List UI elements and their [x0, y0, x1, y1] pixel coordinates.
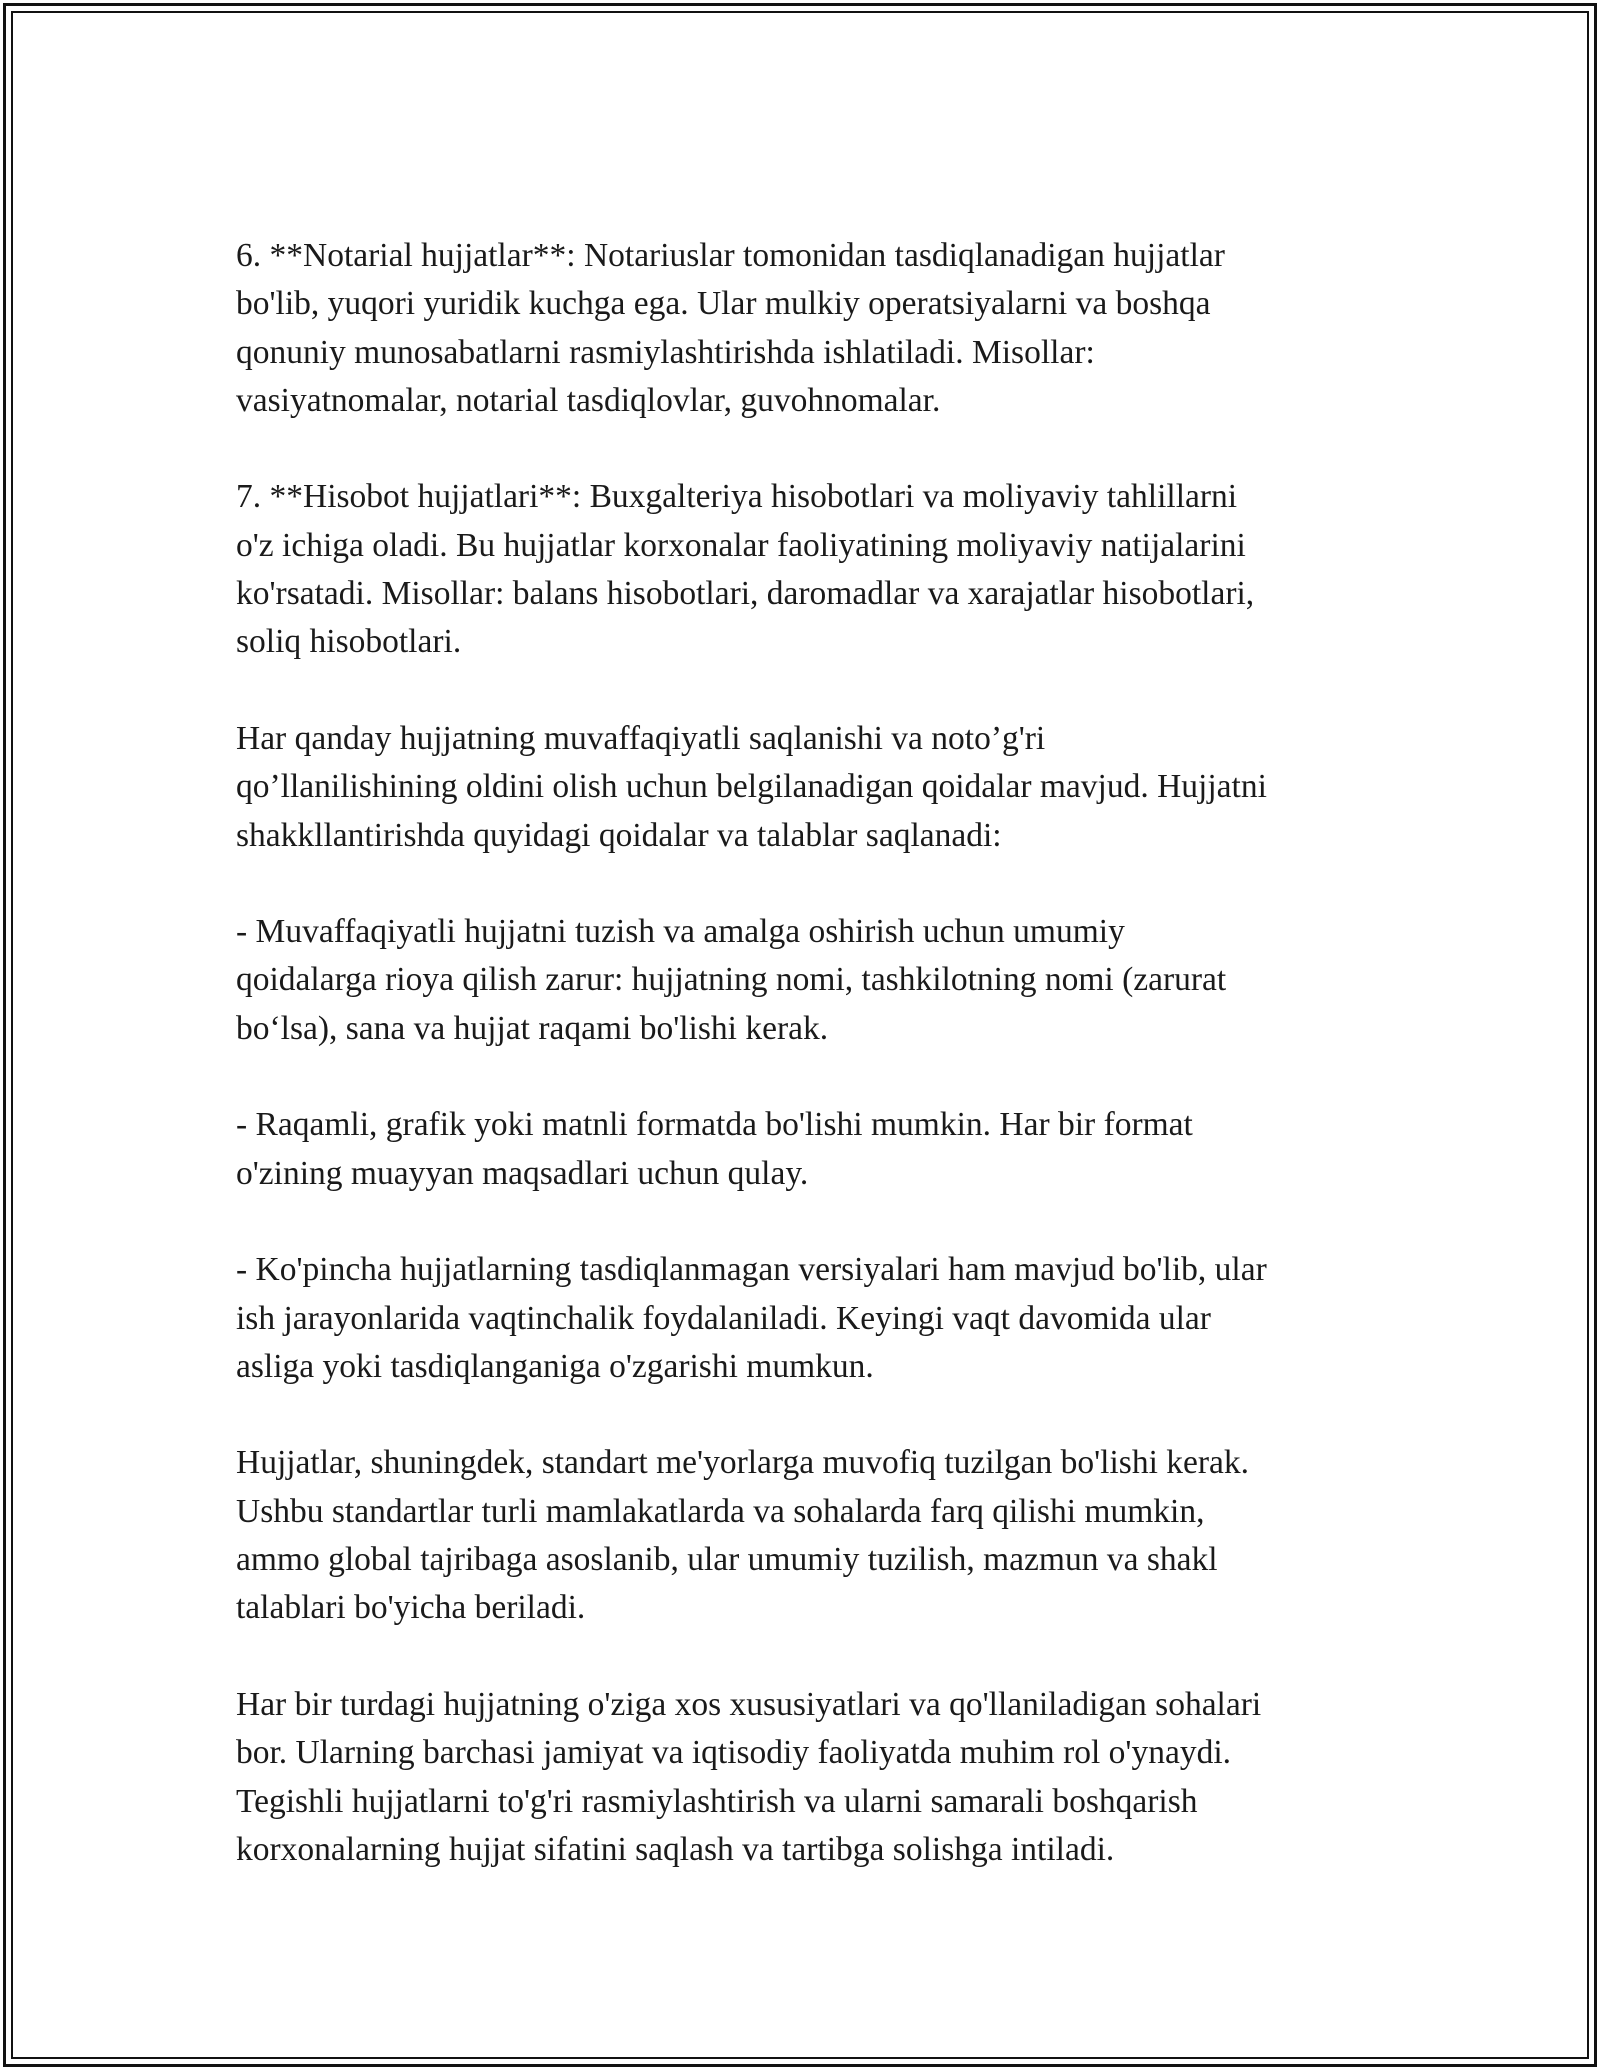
list-item-formats: - Raqamli, grafik yoki matnli formatda bo'lishi mumkin. Har bir format o'zining muayyan maqsadlari uchun qulay. [236, 1106, 1193, 1192]
paragraph-document-rules-intro: Har qanday hujjatning muvaffaqiyatli saqlanishi va noto’g'ri qo’llanilishining oldini olish uchun belgilanadigan qoidalar mavjud. Hujjatni shakkllantirishda quyidagi qoidalar va talablar saqlanadi: [236, 719, 1267, 854]
list-item-draft-versions: - Ko'pincha hujjatlarning tasdiqlanmagan versiyalari ham mavjud bo'lib, ular ish jarayonlarida vaqtinchalik foydalaniladi. Keyingi vaqt davomida ular asliga yoki tasdiqlanganiga o'zgarishi mumkun. [236, 1251, 1267, 1385]
paragraph-notarial-documents: 6. **Notarial hujjatlar**: Notariuslar tomonidan tasdiqlanadigan hujjatlar bo'lib, yuqori yuridik kuchga ega. Ular mulkiy operatsiyalarni va boshqa qonuniy munosabatlarni rasmiylashtirishda ishlatiladi. Misollar: vasiyatnomalar, notarial tasdiqlovlar, guvohnomalar. [236, 237, 1225, 419]
document-body [236, 232, 1376, 1922]
paragraph-standards: Hujjatlar, shuningdek, standart me'yorlarga muvofiq tuzilgan bo'lishi kerak. Ushbu standartlar turli mamlakatlarda va sohalarda farq qilishi mumkin, ammo global tajribaga asoslanib, ular umumiy tuzilish, mazmun va shakl talablari bo'yicha beriladi. [236, 1444, 1250, 1627]
paragraph-report-documents: 7. **Hisobot hujjatlari**: Buxgalteriya hisobotlari va moliyaviy tahlillarni o'z ichiga oladi. Bu hujjatlar korxonalar faoliyatining moliyaviy natijalarini ko'rsatadi. Misollar: balans hisobotlari, daromadlar va xarajatlar hisobotlari, soliq hisobotlari. [236, 478, 1255, 661]
list-item-general-rules: - Muvaffaqiyatli hujjatni tuzish va amalga oshirish uchun umumiy qoidalarga rioya qilish zarur: hujjatning nomi, tashkilotning nomi (zarurat bo‘lsa), sana va hujjat raqami bo'lishi kerak. [236, 913, 1227, 1047]
paragraph-conclusion: Har bir turdagi hujjatning o'ziga xos xususiyatlari va qo'llaniladigan sohalari bor. Ularning barchasi jamiyat va iqtisodiy faoliyatda muhim rol o'ynaydi. Tegishli hujjatlarni to'g'ri rasmiylashtirish va ularni samarali boshqarish korxonalarning hujjat sifatini saqlash va tartibga solishga intiladi. [236, 1685, 1262, 1868]
